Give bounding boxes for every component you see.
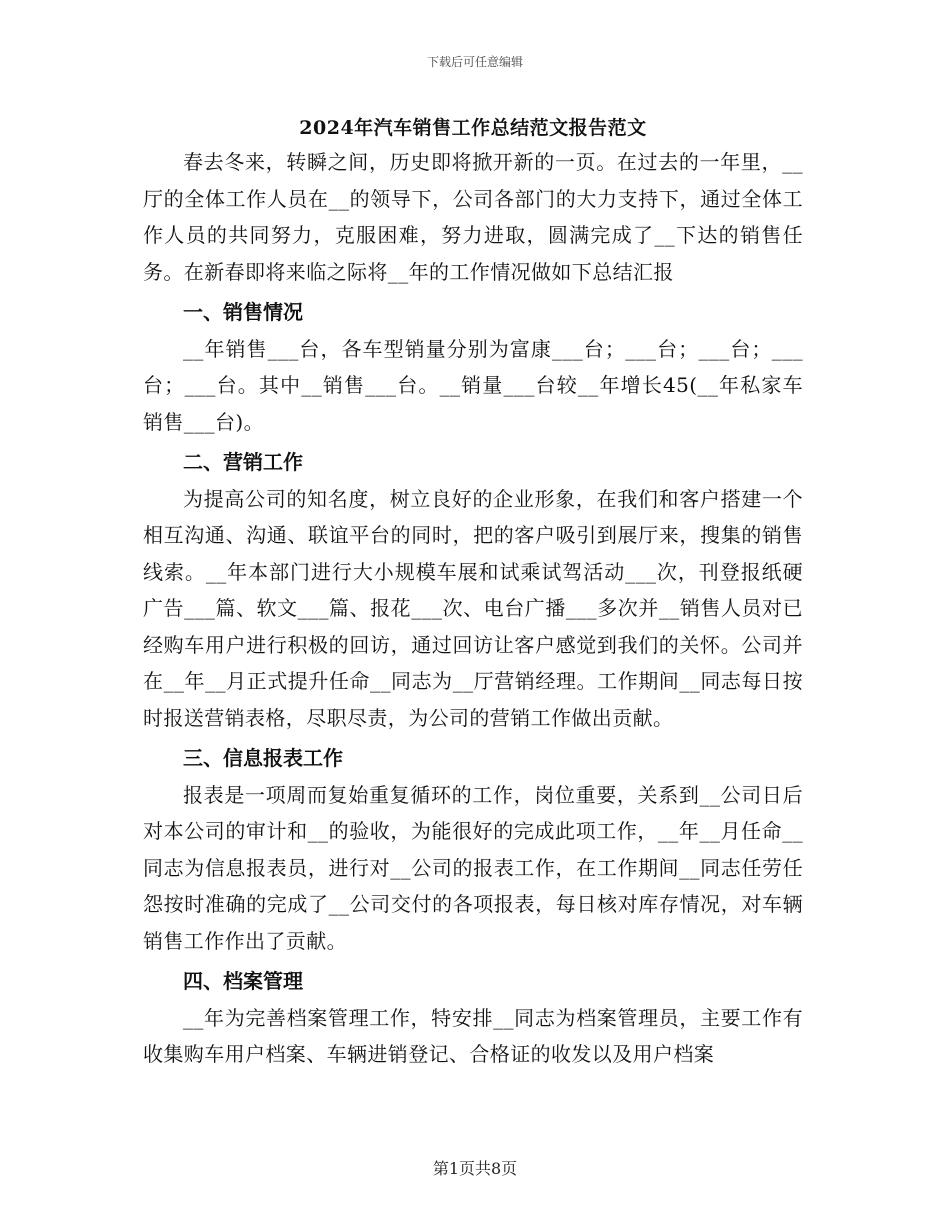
header-note: 下载后可任意编辑 bbox=[426, 55, 523, 69]
section-heading-marketing: 二、营销工作 bbox=[183, 450, 303, 474]
section-heading-archives: 四、档案管理 bbox=[183, 969, 303, 993]
page-number: 第1页共8页 bbox=[432, 1159, 518, 1178]
section-body-marketing: 为提高公司的知名度，树立良好的企业形象，在我们和客户搭建一个相互沟通、沟通、联谊平台的同时，把的客户吸引到展厅来，搜集的销售线索。__年本部门进行大小规模车展和试乘试驾活动___次，刊登报纸硬广告___篇、软文___篇、报花___次、电台广播___多次并__销售人员对已经购车用户进行积极的回访，通过回访让客户感觉到我们的关怀。公司并在__年__月正式提升任命__同志为__厅营销经理。工作期间__同志每日按时报送营销表格，尽职尽责，为公司的营销工作做出贡献。 bbox=[143, 486, 803, 730]
section-body-reports: 报表是一项周而复始重复循环的工作，岗位重要，关系到__公司日后对本公司的审计和__的验收，为能很好的完成此项工作，__年__月任命__同志为信息报表员，进行对__公司的报表工作，在工作期间__同志任劳任怨按时准确的完成了__公司交付的各项报表，每日核对库存情况，对车辆销售工作作出了贡献。 bbox=[143, 782, 803, 953]
section-body-archives: __年为完善档案管理工作，特安排__同志为档案管理员，主要工作有收集购车用户档案、车辆进销登记、合格证的收发以及用户档案 bbox=[143, 1005, 803, 1066]
document-body bbox=[143, 112, 803, 1073]
section-body-sales: __年销售___台，各车型销量分别为富康___台；___台；___台；___台；___台。其中__销售___台。__销量___台较__年增长45(__年私家车销售___台)。 bbox=[143, 336, 803, 434]
intro-paragraph: 春去冬来，转瞬之间，历史即将掀开新的一页。在过去的一年里，__厅的全体工作人员在__的领导下，公司各部门的大力支持下，通过全体工作人员的共同努力，克服困难，努力进取，圆满完成了__下达的销售任务。在新春即将来临之际将__年的工作情况做如下总结汇报 bbox=[143, 150, 803, 284]
section-heading-sales: 一、销售情况 bbox=[183, 300, 303, 324]
document-title: 2024年汽车销售工作总结范文报告范文 bbox=[299, 117, 647, 139]
section-heading-reports: 三、信息报表工作 bbox=[183, 746, 343, 770]
